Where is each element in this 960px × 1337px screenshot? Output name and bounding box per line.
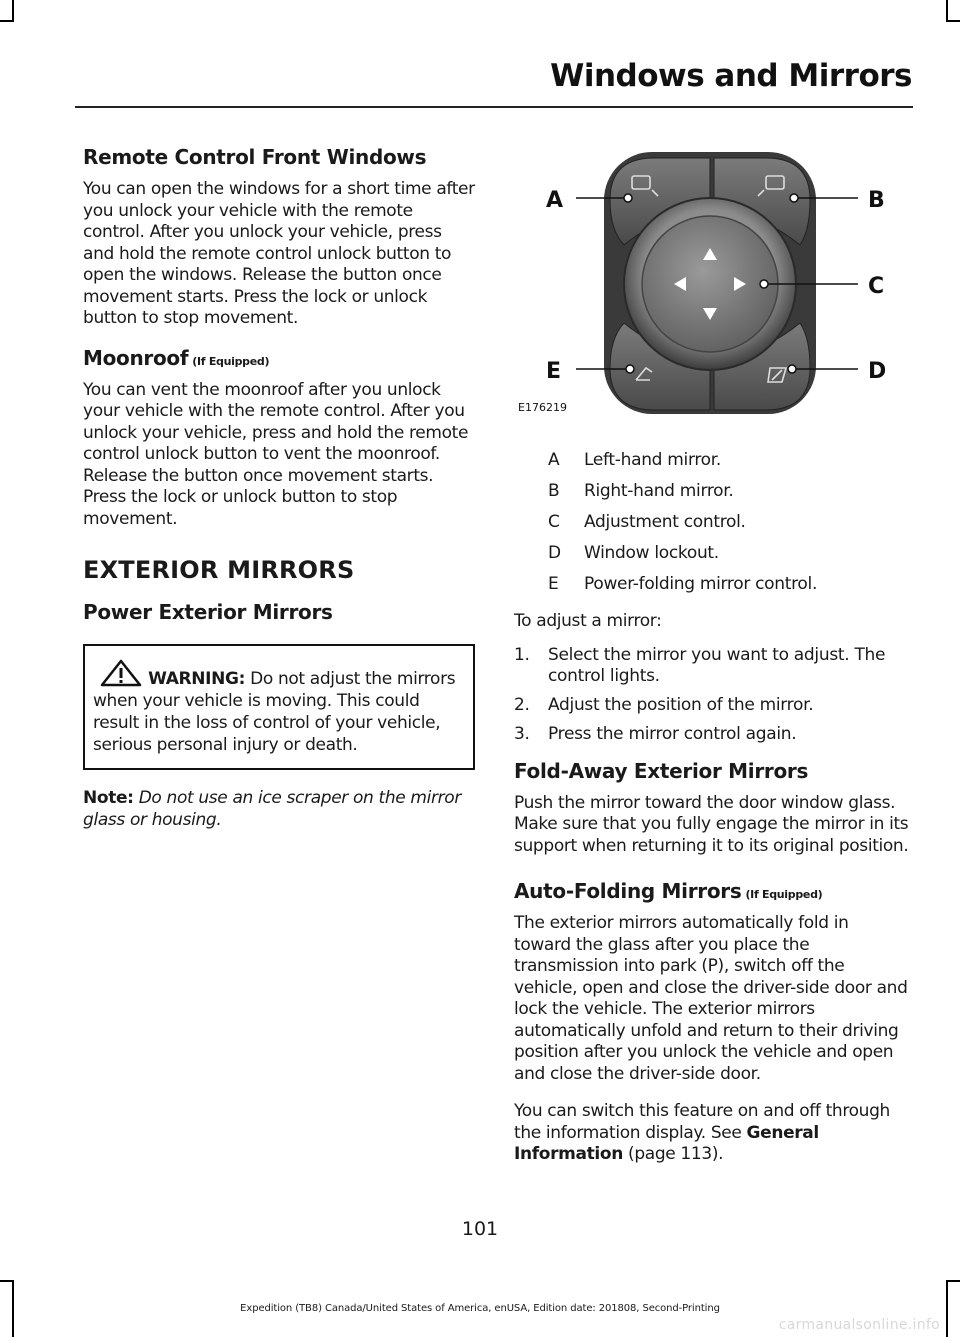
auto-folding-title-text: Auto-Folding Mirrors — [514, 879, 742, 903]
warning-label: WARNING: — [148, 669, 246, 689]
legend-row — [514, 574, 910, 595]
step-item — [514, 645, 910, 687]
callout-dot-a — [624, 194, 632, 202]
mirror-control-figure — [514, 150, 914, 420]
step-number: 3. — [514, 723, 530, 744]
step-number: 2. — [514, 694, 530, 715]
note-label: Note: — [83, 788, 134, 808]
figure-label-c: C — [868, 274, 885, 299]
legend-key: B — [548, 481, 560, 501]
adjust-intro: To adjust a mirror: — [514, 611, 662, 631]
figure-label-b: B — [868, 188, 885, 213]
page-number: 101 — [461, 1218, 499, 1240]
note — [83, 788, 475, 831]
step-item — [514, 724, 910, 745]
legend-text: Left-hand mirror. — [584, 450, 722, 470]
adjust-steps — [514, 645, 910, 745]
crop-mark — [0, 1280, 14, 1282]
note-text: Do not use an ice scraper on the mirror glass or housing. — [83, 788, 461, 830]
figure-label-d: D — [868, 359, 887, 384]
crop-mark — [12, 0, 14, 22]
adjustment-control — [642, 216, 778, 352]
legend-key: A — [548, 450, 560, 470]
right-column — [514, 450, 910, 1182]
left-column — [83, 145, 475, 831]
legend-key: E — [548, 574, 559, 594]
callout-dot-e — [626, 365, 634, 373]
remote-windows-title: Remote Control Front Windows — [83, 145, 427, 169]
legend-row — [514, 450, 910, 471]
step-number: 1. — [514, 644, 530, 665]
crop-mark — [946, 20, 960, 22]
warning-text: Do not adjust the mirrors when your vehicle is moving. This could result in the loss of control of your vehicle, serious personal injury or death. — [93, 669, 456, 755]
crop-mark — [946, 0, 948, 22]
general-information-link[interactable]: General Information — [514, 1122, 819, 1164]
legend-text: Power-folding mirror control. — [584, 574, 818, 594]
moonroof-body: You can vent the moonroof after you unlock your vehicle with the remote control. After you unlock your vehicle, press and hold the remote control unlock button to vent the moonroof. Release the button once movement starts. Press the lock or unlock button to stop movement. — [83, 379, 469, 529]
legend-key: C — [548, 512, 560, 532]
exterior-mirrors-heading: EXTERIOR MIRRORS — [83, 556, 355, 584]
legend-text: Adjustment control. — [584, 512, 746, 532]
moonroof-title — [83, 346, 475, 370]
watermark: carmanualsonline.info — [778, 1317, 940, 1333]
remote-windows-body: You can open the windows for a short time after you unlock your vehicle with the remote control. After you unlock your vehicle, press and hold the remote control unlock button to open the windows. Release the button once movement starts. Press the lock or unlock button to stop movement. — [83, 179, 475, 328]
moonroof-title-text: Moonroof — [83, 345, 189, 370]
callout-dot-c — [760, 280, 768, 288]
chapter-title: Windows and Mirrors — [550, 58, 912, 94]
auto-folding-title — [514, 879, 910, 903]
auto-folding-equipped: (If Equipped) — [745, 888, 823, 901]
legend-row — [514, 543, 910, 564]
warning-icon — [99, 658, 143, 688]
fold-away-title: Fold-Away Exterior Mirrors — [514, 758, 809, 783]
page-ref: (page 113). — [628, 1144, 724, 1164]
legend-key: D — [548, 543, 561, 563]
fold-away-body: Push the mirror toward the door window glass. Make sure that you fully engage the mirror in its support when returning it to its original position. — [514, 792, 909, 856]
header-rule — [75, 106, 913, 108]
figure-label-a: A — [546, 188, 564, 213]
warning-box — [83, 644, 475, 770]
figure-id: E176219 — [518, 401, 567, 414]
auto-folding-switch — [514, 1101, 910, 1166]
crop-mark — [0, 20, 14, 22]
legend — [514, 450, 910, 595]
step-item — [514, 695, 910, 716]
figure-label-e: E — [546, 359, 562, 384]
auto-folding-body: The exterior mirrors automatically fold in toward the glass after you place the transmission into park (P), switch off the vehicle, open and close the driver-side door and lock the vehicle. The exterior mirrors automatically unfold and return to their driving position after you unlock the vehicle and open and close the driver-side door. — [514, 913, 908, 1084]
moonroof-equipped: (If Equipped) — [192, 354, 270, 368]
power-mirrors-title: Power Exterior Mirrors — [83, 600, 333, 624]
step-text: Select the mirror you want to adjust. The control lights. — [548, 644, 886, 686]
step-text: Adjust the position of the mirror. — [548, 694, 814, 715]
legend-row — [514, 512, 910, 533]
callout-dot-d — [788, 365, 796, 373]
legend-text: Right-hand mirror. — [584, 481, 734, 501]
legend-text: Window lockout. — [584, 543, 719, 563]
callout-dot-b — [790, 194, 798, 202]
legend-row — [514, 481, 910, 502]
edition-footer: Expedition (TB8) Canada/United States of America, enUSA, Edition date: 201808, Second-Printing — [240, 1303, 720, 1314]
switch-text: You can switch this feature on and off through the information display. See — [514, 1101, 890, 1143]
step-text: Press the mirror control again. — [548, 723, 797, 744]
crop-mark — [946, 1280, 960, 1282]
